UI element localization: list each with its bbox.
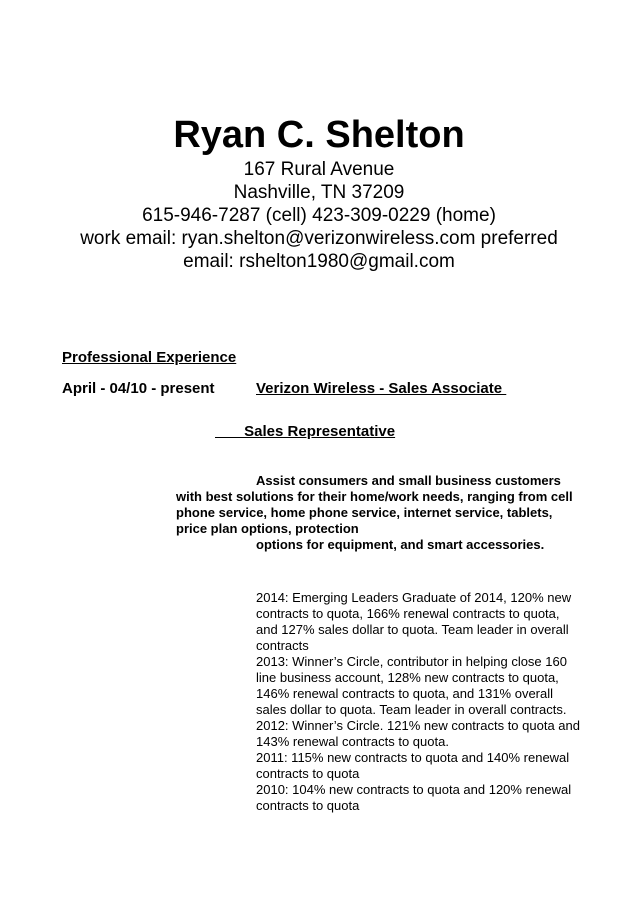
candidate-name: Ryan C. Shelton xyxy=(173,114,465,156)
achievement-2013: 2013: Winner’s Circle, contributor in helping close 160 line business account, 128% new contracts to quota, 146% renewal contracts to quota, and 131% overall sales dollar to quota. Team leader in overall contracts. xyxy=(256,654,567,717)
employment-dates: April - 04/10 - present xyxy=(62,380,215,397)
job-duties xyxy=(176,473,576,553)
phone-numbers: 615-946-7287 (cell) 423-309-0229 (home) xyxy=(142,205,496,226)
achievement-2010: 2010: 104% new contracts to quota and 120% renewal contracts to quota xyxy=(256,782,572,813)
personal-email: email: rshelton1980@gmail.com xyxy=(183,251,455,272)
employer-title: Verizon Wireless - Sales Associate xyxy=(256,380,507,397)
address-line-1: 167 Rural Avenue xyxy=(243,159,395,180)
duty-line: with best solutions for their home/work needs, ranging from cell phone service, home phone service, internet service, tablets, price plan options, protection xyxy=(176,489,573,536)
duty-line: Assist consumers and small business customers xyxy=(256,473,561,488)
address-line-2: Nashville, TN 37209 xyxy=(233,182,405,203)
achievement-2012: 2012: Winner’s Circle. 121% new contracts to quota and 143% renewal contracts to quota. xyxy=(256,718,580,749)
work-email: work email: ryan.shelton@verizonwireless.com preferred xyxy=(80,228,558,249)
position-title: Sales Representative xyxy=(215,423,396,440)
section-title-experience: Professional Experience xyxy=(62,349,237,366)
achievements-list xyxy=(256,590,581,814)
achievement-2011: 2011: 115% new contracts to quota and 140% renewal contracts to quota xyxy=(256,750,570,781)
duty-line: options for equipment, and smart accessories. xyxy=(256,537,545,552)
achievement-2014: 2014: Emerging Leaders Graduate of 2014, 120% new contracts to quota, 166% renewal contracts to quota, and 127% sales dollar to quota. Team leader in overall contracts xyxy=(256,590,572,653)
